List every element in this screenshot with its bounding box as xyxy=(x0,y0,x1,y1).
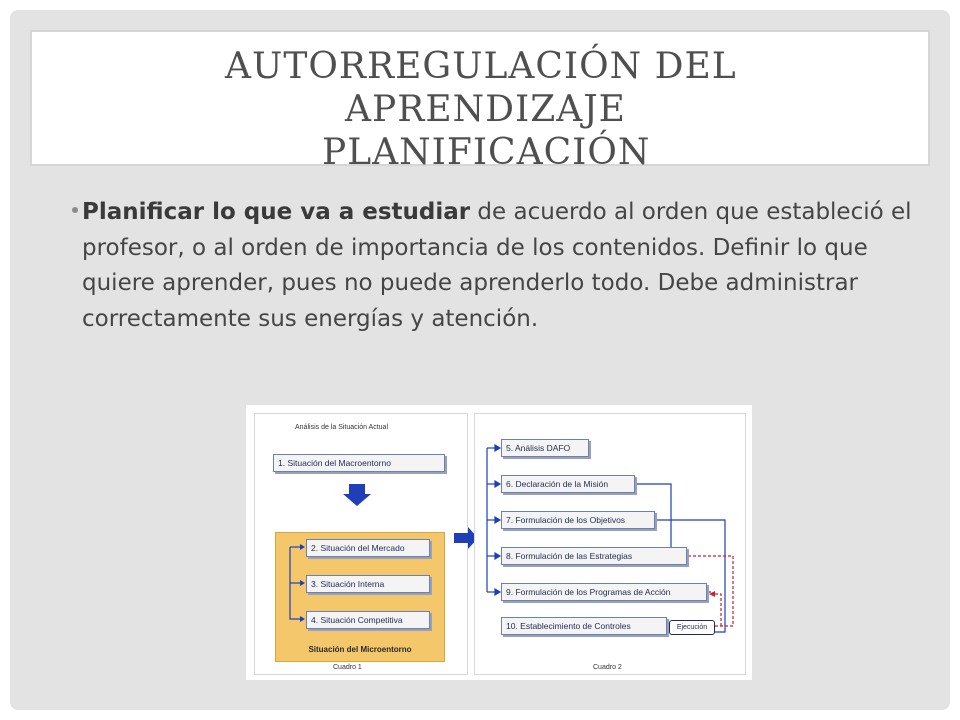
arrow-head-icon xyxy=(495,481,500,487)
arrow-head-icon xyxy=(495,553,500,559)
arrow-head-icon xyxy=(495,445,500,451)
box-dafo: 5. Análisis DAFO xyxy=(501,439,589,457)
bullet-dot xyxy=(72,207,78,213)
title-line-2: APRENDIZAJE xyxy=(345,89,626,130)
caption-cuadro-2: Cuadro 2 xyxy=(593,664,622,671)
box-ejecucion: Ejecución xyxy=(669,620,715,635)
slide xyxy=(10,10,950,710)
loop-line xyxy=(655,520,725,632)
bullet-bold-text: Planificar lo que va a estudiar xyxy=(82,199,471,225)
arrow-head-icon xyxy=(300,616,305,622)
box-competitiva: 4. Situación Competitiva xyxy=(306,611,430,629)
box-mercado: 2. Situación del Mercado xyxy=(306,539,430,557)
title-line-1: AUTORREGULACIÓN DEL xyxy=(225,46,737,87)
box-controles: 10. Establecimiento de Controles xyxy=(501,617,667,635)
arrow-head-icon xyxy=(495,589,500,595)
arrow-head-icon xyxy=(495,517,500,523)
title-box xyxy=(30,30,930,173)
microentorno-label: Situación del Microentorno xyxy=(308,645,412,654)
left-header: Análisis de la Situación Actual xyxy=(295,424,388,431)
box-macroentorno: 1. Situación del Macroentorno xyxy=(273,454,445,472)
caption-cuadro-1: Cuadro 1 xyxy=(333,664,362,671)
bullet-rest-text: de acuerdo al orden que estableció el profesor, o al orden de importancia de los contenidos. Definir lo que quiere aprender, pues no puede aprenderlo todo. Debe administrar correctamente sus energías y atención. xyxy=(82,199,912,332)
box-programas: 9. Formulación de los Programas de Acción xyxy=(501,583,707,601)
panel-cuadro-1 xyxy=(254,413,468,675)
box-objetivos: 7. Formulación de los Objetivos xyxy=(501,511,655,529)
microentorno-group xyxy=(275,532,445,662)
arrow-head-icon xyxy=(300,544,305,550)
box-estrategias: 8. Formulación de las Estrategias xyxy=(501,547,687,565)
box-mision: 6. Declaración de la Misión xyxy=(501,475,635,493)
bullet-text xyxy=(82,195,912,337)
planning-diagram-image xyxy=(246,405,752,680)
box-interna: 3. Situación Interna xyxy=(306,575,430,593)
arrow-head-icon xyxy=(300,580,305,586)
title-line-3: PLANIFICACIÓN xyxy=(322,132,651,173)
down-arrow-icon xyxy=(343,484,371,506)
panel-cuadro-2 xyxy=(474,413,746,675)
